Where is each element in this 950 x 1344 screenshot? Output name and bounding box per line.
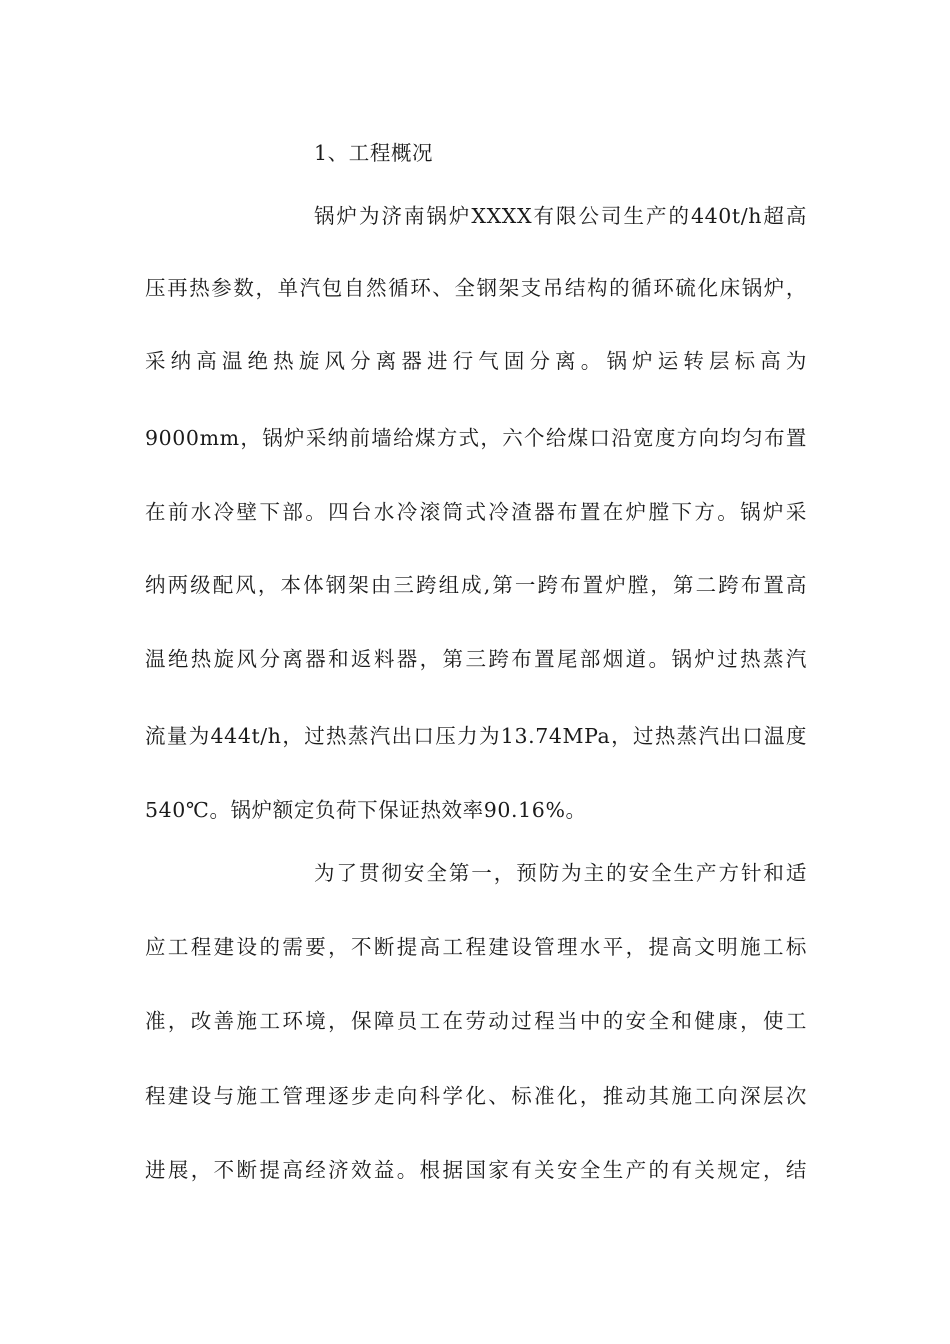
paragraph-1-line-4: 9000mm，锅炉采纳前墙给煤方式，六个给煤口沿宽度方向均匀布置 <box>145 426 807 450</box>
paragraph-2-line-5: 进展，不断提高经济效益。根据国家有关安全生产的有关规定，结 <box>145 1158 807 1182</box>
paragraph-1-line-9: 540℃。锅炉额定负荷下保证热效率90.16%。 <box>145 798 587 822</box>
paragraph-2-line-2: 应工程建设的需要，不断提高工程建设管理水平，提高文明施工标 <box>145 935 807 959</box>
paragraph-1-line-3: 采纳高温绝热旋风分离器进行气固分离。锅炉运转层标高为 <box>145 349 807 373</box>
section-heading: 1、工程概况 <box>314 141 434 165</box>
paragraph-1-line-5: 在前水冷壁下部。四台水冷滚筒式冷渣器布置在炉膛下方。锅炉采 <box>145 500 807 524</box>
paragraph-1-line-2: 压再热参数，单汽包自然循环、全钢架支吊结构的循环硫化床锅炉， <box>145 276 807 300</box>
paragraph-2-line-1: 为了贯彻安全第一，预防为主的安全生产方针和适 <box>314 861 807 885</box>
paragraph-1-line-8: 流量为444t/h，过热蒸汽出口压力为13.74MPa，过热蒸汽出口温度 <box>145 724 807 748</box>
paragraph-2-line-3: 准，改善施工环境，保障员工在劳动过程当中的安全和健康，使工 <box>145 1009 807 1033</box>
paragraph-1-line-1: 锅炉为济南锅炉XXXX有限公司生产的440t/h超高 <box>314 204 807 228</box>
paragraph-1-line-6: 纳两级配风，本体钢架由三跨组成,第一跨布置炉膛，第二跨布置高 <box>145 573 807 597</box>
paragraph-2-line-4: 程建设与施工管理逐步走向科学化、标准化，推动其施工向深层次 <box>145 1084 807 1108</box>
paragraph-1-line-7: 温绝热旋风分离器和返料器，第三跨布置尾部烟道。锅炉过热蒸汽 <box>145 647 807 671</box>
